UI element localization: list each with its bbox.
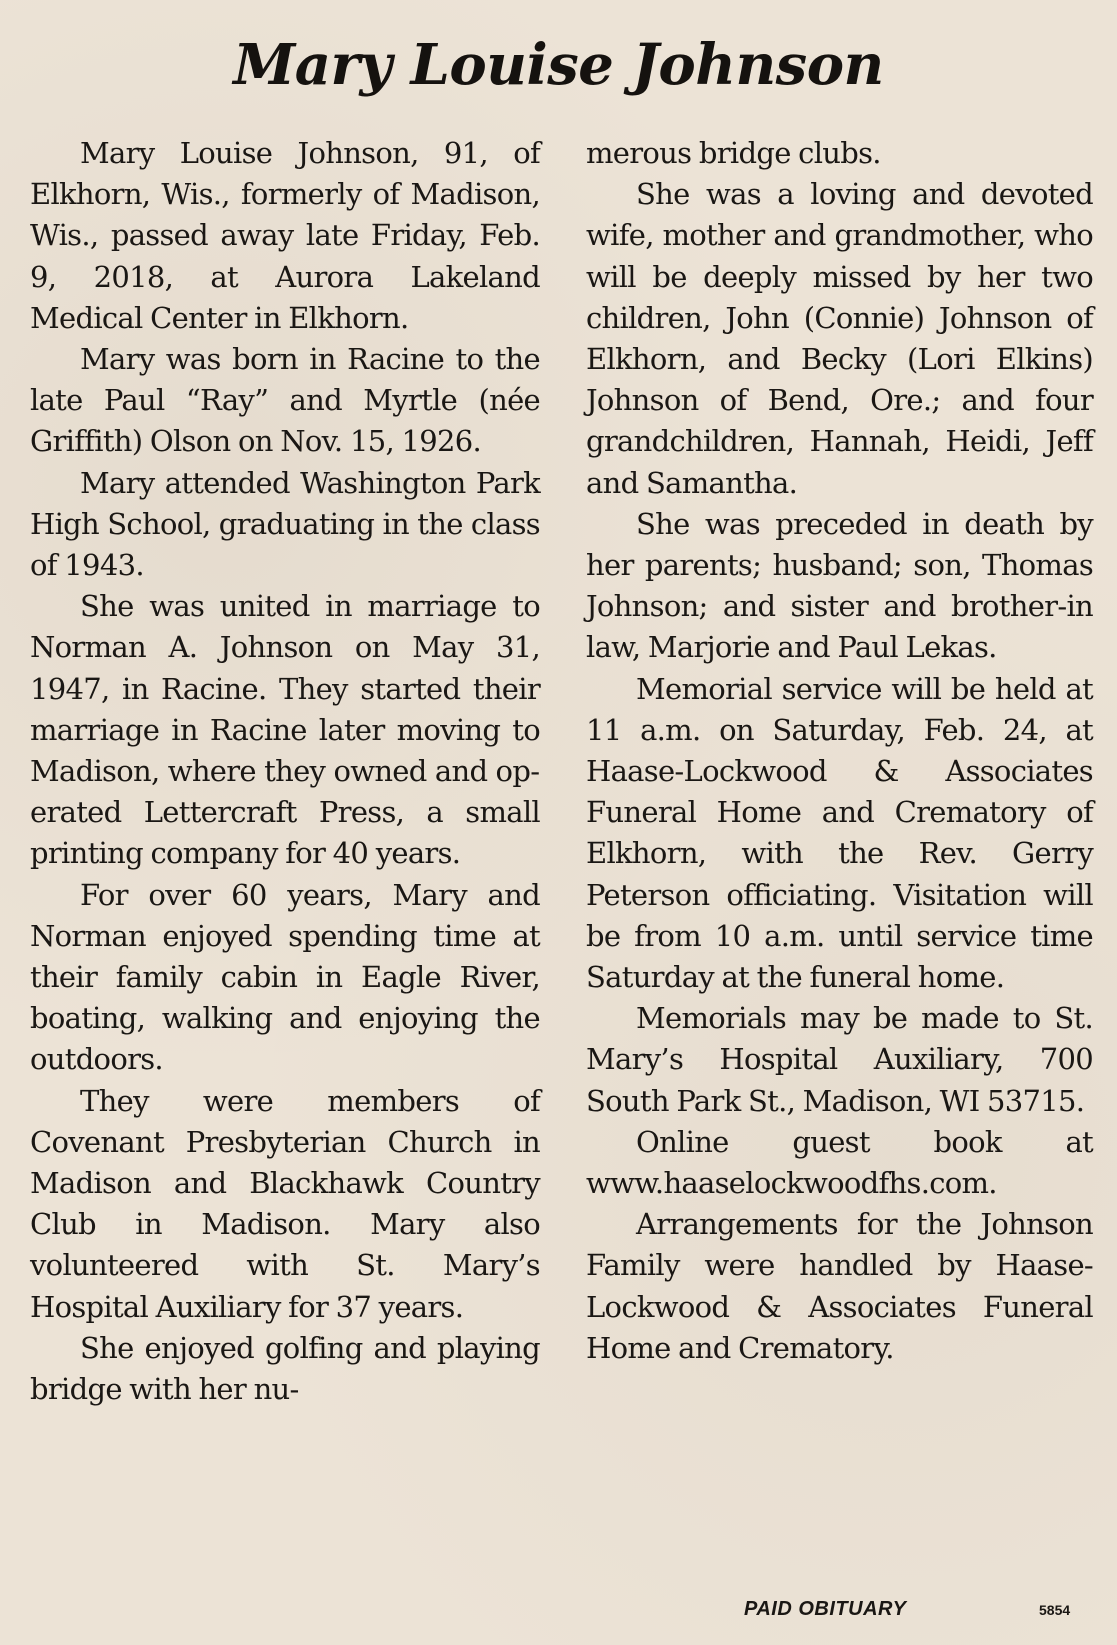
paragraph: Mary was born in Racine to the late Paul “Ray” and Myrtle (née Griffith) Olson on Nov. 15, 1926. — [30, 342, 540, 459]
paid-obituary-label: PAID OBITUARY — [744, 1598, 907, 1620]
paragraph: She enjoyed golfing and playing bridge with her nu- — [30, 1330, 540, 1407]
paragraph: Arrangements for the Johnson Family were handled by Haase-Lockwood & Associates Funeral Home and Crematory. — [586, 1207, 1093, 1365]
paragraph: She was a loving and devoted wife, mother and grandmother, who will be deeply missed by her two children, John (Connie) Johnson of Elkhorn, and Becky (Lori Elkins) Johnson of Bend, Ore.; and four grandchildren, Hannah, Heidi, Jeff and Samantha. — [586, 177, 1093, 500]
paragraph: Memorial service will be held at 11 a.m. on Saturday, Feb. 24, at Haase-Lockwood & Associates Funeral Home and Crematory of Elkhorn, with the Rev. Gerry Peterson officiating. Visitation will be from 10 a.m. until service time Saturday at the funeral home. — [586, 671, 1093, 995]
paragraph: They were members of Covenant Presbyterian Church in Madison and Blackhawk Country Club in Madison. Mary also volunteered with St. Mary’s Hospital Auxiliary for 37 years. — [30, 1083, 540, 1324]
paragraph-continued: merous bridge clubs. — [586, 136, 881, 170]
paragraph: Online guest book at www.haaselockwoodfhs.com. — [586, 1124, 1093, 1201]
paragraph: For over 60 years, Mary and Norman enjoyed spending time at their family cabin in Eagle River, boating, walking and enjoying the outdoors. — [30, 877, 540, 1077]
ad-code: 5854 — [1039, 1602, 1071, 1618]
left-column — [30, 133, 540, 1410]
paragraph: Mary Louise Johnson, 91, of Elkhorn, Wis., formerly of Madison, Wis., passed away late Friday, Feb. 9, 2018, at Aurora Lakeland Medical Center in Elkhorn. — [30, 136, 540, 335]
paragraph: Memorials may be made to St. Mary’s Hospital Auxiliary, 700 South Park St., Madison, WI 53715. — [586, 1001, 1093, 1118]
paragraph: Mary attended Washington Park High School, graduating in the class of 1943. — [30, 465, 540, 583]
paragraph: She was united in marriage to Norman A. Johnson on May 31, 1947, in Racine. They started their marriage in Racine later moving to Madison, where they owned and operated Lettercraft Press, a small printing company for 40 years. — [30, 589, 540, 871]
right-column — [586, 133, 1093, 1369]
paragraph: She was preceded in death by her parents; husband; son, Thomas Johnson; and sister and brother-in law, Marjorie and Paul Lekas. — [586, 506, 1093, 665]
obituary-title: Mary Louise Johnson — [233, 32, 884, 98]
